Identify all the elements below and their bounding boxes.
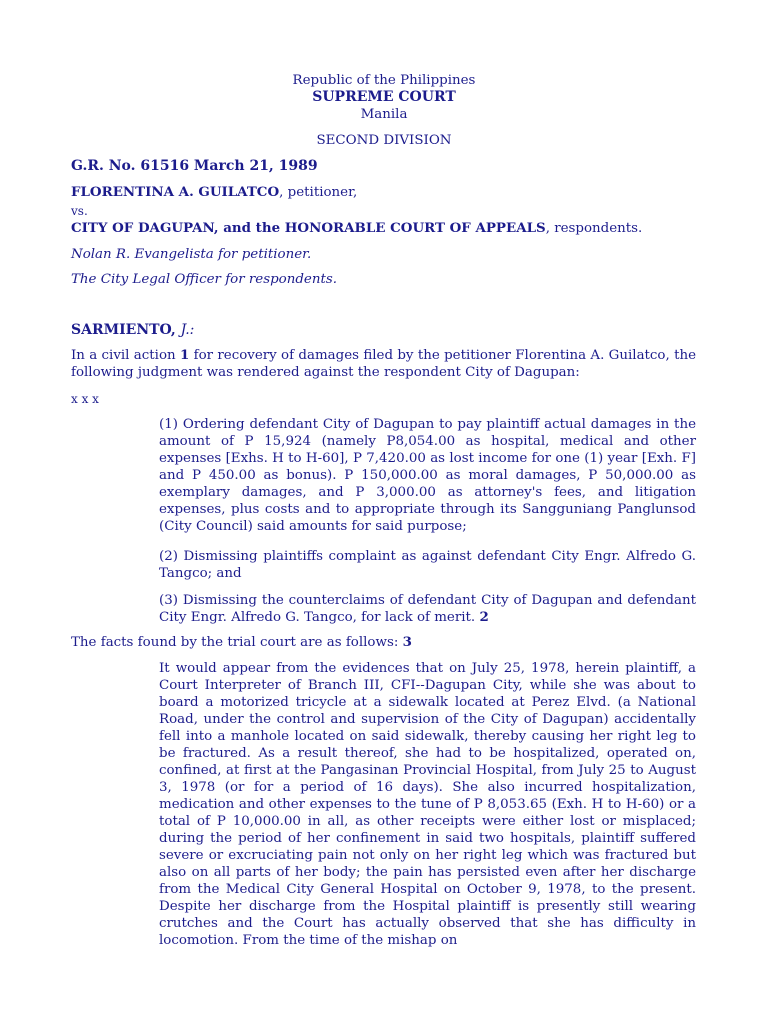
- petitioner-role: , petitioner,: [279, 185, 358, 200]
- ponente-title: J.:: [180, 322, 195, 338]
- judgment-item-3: [159, 592, 696, 626]
- judgment-item-2: (2) Dismissing plaintiffs complaint as against defendant City Engr. Alfredo G. Tangco; and: [159, 549, 696, 581]
- respondent-role: , respondents.: [545, 221, 643, 236]
- counsel-petitioner: Nolan R. Evangelista for petitioner.: [71, 247, 312, 262]
- facts-intro: [71, 634, 696, 651]
- intro-text-b: for recovery of damages filed by the petitioner Florentina A. Guilatco, the following judgment was rendered against the respondent City of Dagupan:: [71, 348, 697, 380]
- ponente: [71, 322, 696, 339]
- gr-number: G.R. No. 61516 March 21, 1989: [71, 158, 318, 174]
- petitioner-name: FLORENTINA A. GUILATCO: [71, 184, 280, 200]
- decision-header: [0, 72, 768, 149]
- court-name: SUPREME COURT: [312, 89, 456, 105]
- division-line: SECOND DIVISION: [316, 133, 452, 148]
- court-city: Manila: [360, 107, 408, 122]
- intro-paragraph: [71, 347, 696, 381]
- footnote-2-link[interactable]: 2: [479, 609, 489, 625]
- versus: vs.: [71, 204, 88, 218]
- facts-intro-text: The facts found by the trial court are as follows:: [71, 635, 403, 650]
- footnote-1-link[interactable]: 1: [179, 347, 190, 363]
- intro-text-a: In a civil action: [71, 348, 180, 363]
- respondent-line: [71, 220, 696, 237]
- footnote-3-link[interactable]: 3: [402, 634, 412, 650]
- republic-line: Republic of the Philippines: [292, 73, 476, 88]
- facts-paragraph: It would appear from the evidences that on July 25, 1978, herein plaintiff, a Court Interpreter of Branch III, CFI--Dagupan City, while she was about to board a motorized tricycle at a sidewalk located at Perez Elvd. (a National Road, under the control and supervision of the City of Dagupan) accidentally fell into a manhole located on said sidewalk, thereby causing her right leg to be fractured. As a result thereof, she had to be hospitalized, operated on, confined, at first at the Pangasinan Provincial Hospital, from July 25 to August 3, 1978 (or for a period of 16 days). She also incurred hospitalization, medication and other expenses to the tune of P 8,053.65 (Exh. H to H-60) or a total of P 10,000.00 in all, as other receipts were either lost or misplaced; during the period of her confinement in said two hospitals, plaintiff suffered severe or excruciating pain not only on her right leg which was fractured but also on all parts of her body; the pain has persisted even after her discharge from the Medical City General Hospital on October 9, 1978, to the present. Despite her discharge from the Hospital plaintiff is presently still wearing crutches and the Court has actually observed that she has difficulty in locomotion. From the time of the mishap on: [159, 661, 696, 948]
- judgment-item-3-text: (3) Dismissing the counterclaims of defendant City of Dagupan and defendant City Engr. Alfredo G. Tangco, for lack of merit.: [159, 593, 696, 625]
- respondent-name: CITY OF DAGUPAN, and the HONORABLE COURT OF APPEALS: [71, 220, 546, 236]
- counsel-respondents: The City Legal Officer for respondents.: [71, 272, 337, 287]
- ponente-name: SARMIENTO,: [71, 322, 181, 338]
- judgment-item-1: (1) Ordering defendant City of Dagupan to pay plaintiff actual damages in the amount of P 15,924 (namely P8,054.00 as hospital, medical and other expenses [Exhs. H to H-60], P 7,420.00 as lost income for one (1) year [Exh. F] and P 450.00 as bonus). P 150,000.00 as moral damages, P 50,000.00 as exemplary damages, and P 3,000.00 as attorney's fees, and litigation expenses, plus costs and to appropriate through its Sangguniang Panglunsod (City Council) said amounts for said purpose;: [159, 417, 696, 534]
- petitioner-line: [71, 184, 696, 201]
- ellipsis-marker: x x x: [71, 392, 99, 406]
